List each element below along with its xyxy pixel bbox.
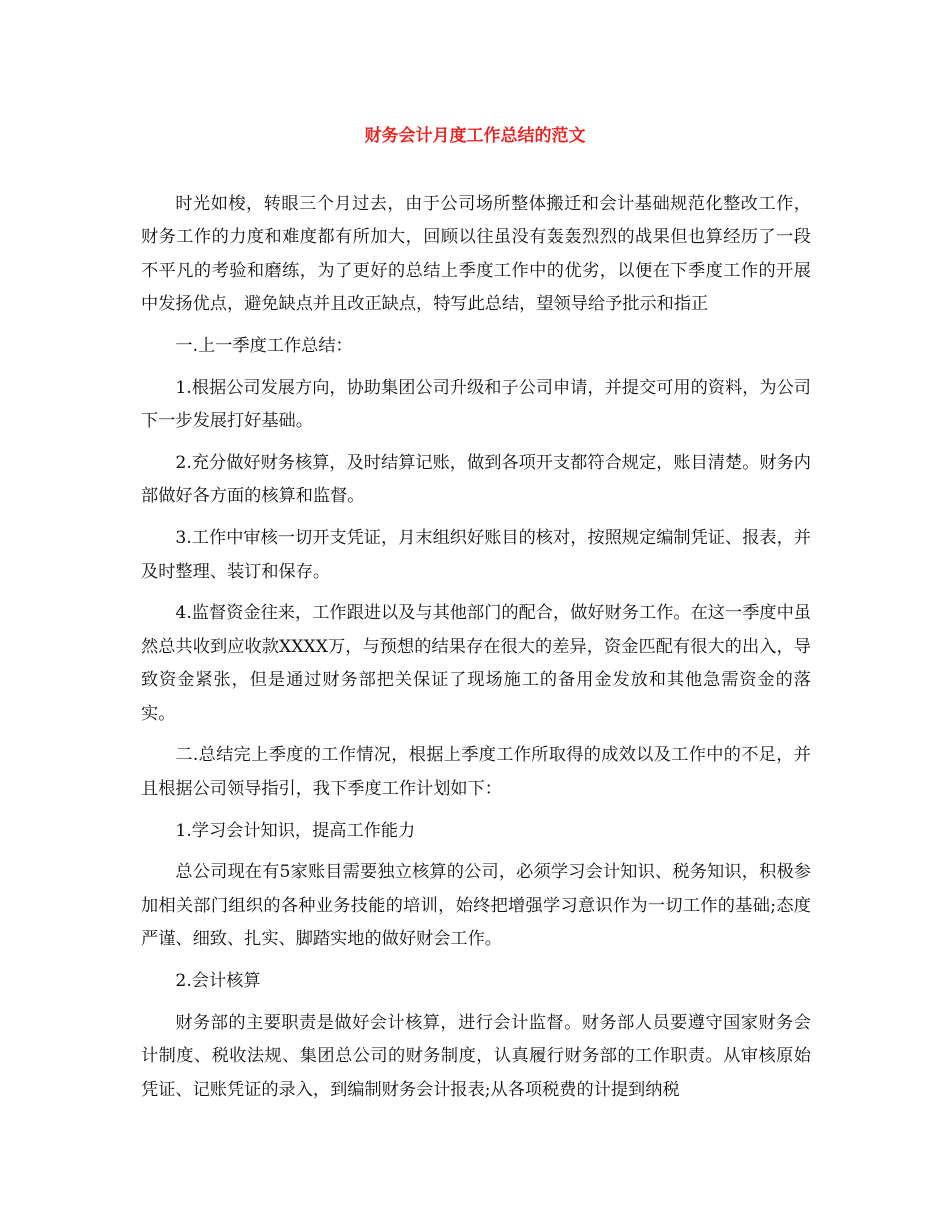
heading-section-1: 一.上一季度工作总结： (175, 336, 353, 357)
subheading-plan-1: 1.学习会计知识，提高工作能力 (175, 820, 416, 841)
paragraph-item-3: 3.工作中审核一切开支凭证，月末组织好账目的核对，按照规定编制凭证、报表，并及时整理、装订和保存。 (141, 528, 811, 582)
document-body (141, 188, 811, 1115)
subheading-plan-2: 2.会计核算 (175, 971, 261, 992)
paragraph-plan-2: 财务部的主要职责是做好会计核算，进行会计监督。财务部人员要遵守国家财务会计制度、税收法规、集团总公司的财务制度，认真履行财务部的工作职责。从审核原始凭证、记账凭证的录入，到编制财务会计报表;从各项税费的计提到纳税 (141, 1012, 811, 1100)
heading-section-2: 二.总结完上季度的工作情况，根据上季度工作所取得的成效以及工作中的不足，并且根据公司领导指引，我下季度工作计划如下： (141, 745, 811, 799)
paragraph-intro: 时光如梭，转眼三个月过去，由于公司场所整体搬迁和会计基础规范化整改工作，财务工作的力度和难度都有所加大，回顾以往虽没有轰轰烈烈的战果但也算经历了一段不平凡的考验和磨练，为了更好的总结上季度工作中的优劣，以便在下季度工作的开展中发扬优点，避免缺点并且改正缺点，特写此总结，望领导给予批示和指正 (141, 194, 811, 315)
paragraph-item-4: 4.监督资金往来，工作跟进以及与其他部门的配合，做好财务工作。在这一季度中虽然总共收到应收款XXXX万，与预想的结果存在很大的差异，资金匹配有很大的出入，导致资金紧张，但是通过财务部把关保证了现场施工的备用金发放和其他急需资金的落实。 (141, 603, 811, 724)
paragraph-plan-1: 总公司现在有5家账目需要独立核算的公司，必须学习会计知识、税务知识，积极参加相关部门组织的各种业务技能的培训，始终把增强学习意识作为一切工作的基础;态度严谨、细致、扎实、脚踏实地的做好财会工作。 (141, 862, 811, 950)
document-title: 财务会计月度工作总结的范文 (364, 126, 586, 146)
paragraph-item-2: 2.充分做好财务核算，及时结算记账，做到各项开支都符合规定，账目清楚。财务内部做好各方面的核算和监督。 (141, 453, 811, 507)
paragraph-item-1: 1.根据公司发展方向，协助集团公司升级和子公司申请，并提交可用的资料，为公司下一步发展打好基础。 (141, 377, 811, 432)
